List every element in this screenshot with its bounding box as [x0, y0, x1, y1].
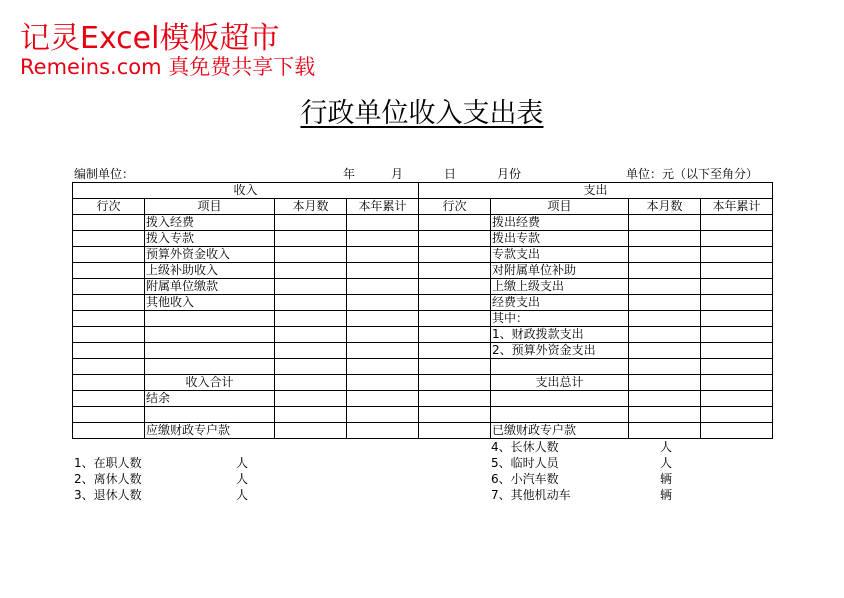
income-item-cell	[145, 311, 275, 327]
expense-month-cell	[629, 343, 701, 359]
income-item-cell: 拨入经费	[145, 215, 275, 231]
income-ytd-cell	[347, 295, 419, 311]
expense-item-cell	[491, 391, 629, 407]
expense-item-cell: 专款支出	[491, 247, 629, 263]
expense-item-cell: 1、财政拨款支出	[491, 327, 629, 343]
expense-line-cell	[419, 375, 491, 391]
expense-ytd-cell	[701, 343, 773, 359]
column-header-expense-month: 本月数	[629, 199, 701, 215]
footer-left-label: 2、离休人数	[74, 472, 142, 486]
expense-ytd-cell	[701, 375, 773, 391]
income-item-cell: 结余	[145, 391, 275, 407]
table-row	[73, 279, 773, 295]
column-header-income-month: 本月数	[275, 199, 347, 215]
column-header-expense-item: 项目	[491, 199, 629, 215]
table-row	[73, 359, 773, 375]
expense-ytd-cell	[701, 295, 773, 311]
income-item-cell	[145, 407, 275, 423]
column-header-expense-line: 行次	[419, 199, 491, 215]
expense-item-cell: 对附属单位补助	[491, 263, 629, 279]
table-row	[73, 311, 773, 327]
footer-left-unit: 人	[236, 472, 249, 486]
footer-right-unit: 人	[660, 440, 673, 454]
meta-year: 年	[343, 167, 356, 181]
income-month-cell	[275, 295, 347, 311]
expense-item-cell: 上缴上级支出	[491, 279, 629, 295]
income-month-cell	[275, 215, 347, 231]
expense-month-cell	[629, 407, 701, 423]
expense-month-cell	[629, 295, 701, 311]
expense-line-cell	[419, 391, 491, 407]
expense-month-cell	[629, 231, 701, 247]
income-item-cell	[145, 327, 275, 343]
expense-month-cell	[629, 423, 701, 439]
income-ytd-cell	[347, 327, 419, 343]
table-row	[73, 295, 773, 311]
income-ytd-cell	[347, 215, 419, 231]
expense-ytd-cell	[701, 263, 773, 279]
expense-item-cell	[491, 407, 629, 423]
income-line-cell	[73, 279, 145, 295]
footer-left-label: 3、退休人数	[74, 488, 142, 502]
footer-right-label: 7、其他机动车	[491, 488, 571, 502]
income-line-cell	[73, 247, 145, 263]
income-month-cell	[275, 343, 347, 359]
income-ytd-cell	[347, 247, 419, 263]
expense-line-cell	[419, 327, 491, 343]
footer-left-unit: 人	[236, 488, 249, 502]
income-month-cell	[275, 311, 347, 327]
expense-line-cell	[419, 215, 491, 231]
income-line-cell	[73, 407, 145, 423]
expense-line-cell	[419, 279, 491, 295]
expense-item-cell: 经费支出	[491, 295, 629, 311]
expense-ytd-cell	[701, 231, 773, 247]
expense-ytd-cell	[701, 359, 773, 375]
page-title-wrap	[0, 97, 844, 131]
page-title: 行政单位收入支出表	[300, 98, 544, 129]
income-line-cell	[73, 231, 145, 247]
expense-ytd-cell	[701, 423, 773, 439]
expense-line-cell	[419, 263, 491, 279]
expense-line-cell	[419, 359, 491, 375]
income-ytd-cell	[347, 343, 419, 359]
table-column-header-row	[73, 199, 773, 215]
income-line-cell	[73, 327, 145, 343]
column-header-income-line: 行次	[73, 199, 145, 215]
meta-currency: 单位：元（以下至角分）	[626, 167, 759, 181]
income-line-cell	[73, 263, 145, 279]
expense-line-cell	[419, 407, 491, 423]
expense-section-header: 支出	[419, 183, 773, 199]
income-ytd-cell	[347, 311, 419, 327]
meta-day: 日	[444, 167, 457, 181]
expense-item-cell: 拨出专款	[491, 231, 629, 247]
table-row	[73, 407, 773, 423]
expense-ytd-cell	[701, 215, 773, 231]
income-month-cell	[275, 279, 347, 295]
income-line-cell	[73, 343, 145, 359]
income-item-cell: 应缴财政专户款	[145, 423, 275, 439]
expense-item-cell: 拨出经费	[491, 215, 629, 231]
expense-item-cell: 其中：	[491, 311, 629, 327]
footer-left-label: 1、在职人数	[74, 456, 142, 470]
income-ytd-cell	[347, 231, 419, 247]
table-row	[73, 215, 773, 231]
column-header-income-ytd: 本年累计	[347, 199, 419, 215]
income-item-cell: 收入合计	[145, 375, 275, 391]
expense-ytd-cell	[701, 327, 773, 343]
column-header-income-item: 项目	[145, 199, 275, 215]
table-row	[73, 391, 773, 407]
table-row	[73, 231, 773, 247]
column-header-expense-ytd: 本年累计	[701, 199, 773, 215]
income-month-cell	[275, 391, 347, 407]
income-section-header: 收入	[73, 183, 419, 199]
footer-right-unit: 辆	[660, 488, 673, 502]
income-month-cell	[275, 231, 347, 247]
income-month-cell	[275, 423, 347, 439]
expense-ytd-cell	[701, 311, 773, 327]
income-item-cell: 附属单位缴款	[145, 279, 275, 295]
watermark-subtitle: Remeins.com 真免费共享下载	[20, 55, 316, 79]
table-row	[73, 343, 773, 359]
income-line-cell	[73, 359, 145, 375]
expense-month-cell	[629, 263, 701, 279]
income-month-cell	[275, 327, 347, 343]
income-ytd-cell	[347, 407, 419, 423]
income-line-cell	[73, 375, 145, 391]
income-item-cell	[145, 343, 275, 359]
income-line-cell	[73, 311, 145, 327]
expense-ytd-cell	[701, 407, 773, 423]
expense-month-cell	[629, 247, 701, 263]
expense-month-cell	[629, 375, 701, 391]
footer-right-unit: 辆	[660, 472, 673, 486]
expense-ytd-cell	[701, 391, 773, 407]
meta-unit-label: 编制单位：	[74, 167, 135, 181]
expense-line-cell	[419, 231, 491, 247]
expense-ytd-cell	[701, 247, 773, 263]
expense-month-cell	[629, 359, 701, 375]
income-month-cell	[275, 263, 347, 279]
watermark-title: 记灵Excel模板超市	[20, 21, 280, 56]
footer-right-label: 4、长休人数	[491, 440, 559, 454]
income-item-cell	[145, 359, 275, 375]
income-line-cell	[73, 215, 145, 231]
income-line-cell	[73, 423, 145, 439]
income-month-cell	[275, 375, 347, 391]
table-section-header-row	[73, 183, 773, 199]
income-expense-table	[72, 182, 773, 439]
footer-left-unit: 人	[236, 456, 249, 470]
income-line-cell	[73, 295, 145, 311]
table-row	[73, 375, 773, 391]
income-ytd-cell	[347, 423, 419, 439]
expense-item-cell: 2、预算外资金支出	[491, 343, 629, 359]
expense-line-cell	[419, 247, 491, 263]
income-ytd-cell	[347, 391, 419, 407]
expense-item-cell	[491, 359, 629, 375]
meta-month: 月	[391, 167, 404, 181]
income-month-cell	[275, 247, 347, 263]
income-ytd-cell	[347, 279, 419, 295]
income-item-cell: 预算外资金收入	[145, 247, 275, 263]
footer-right-label: 6、小汽车数	[491, 472, 559, 486]
expense-line-cell	[419, 423, 491, 439]
income-item-cell: 其他收入	[145, 295, 275, 311]
income-month-cell	[275, 359, 347, 375]
meta-month-period: 月份	[497, 167, 522, 181]
expense-item-cell: 已缴财政专户款	[491, 423, 629, 439]
expense-month-cell	[629, 311, 701, 327]
income-ytd-cell	[347, 359, 419, 375]
income-item-cell: 拨入专款	[145, 231, 275, 247]
expense-month-cell	[629, 327, 701, 343]
expense-ytd-cell	[701, 279, 773, 295]
income-ytd-cell	[347, 263, 419, 279]
table-row	[73, 423, 773, 439]
income-ytd-cell	[347, 375, 419, 391]
footer-right-unit: 人	[660, 456, 673, 470]
expense-month-cell	[629, 279, 701, 295]
income-month-cell	[275, 407, 347, 423]
income-line-cell	[73, 391, 145, 407]
table-row	[73, 263, 773, 279]
expense-line-cell	[419, 295, 491, 311]
table-row	[73, 327, 773, 343]
expense-month-cell	[629, 391, 701, 407]
expense-line-cell	[419, 343, 491, 359]
table-row	[73, 247, 773, 263]
income-item-cell: 上级补助收入	[145, 263, 275, 279]
footer-right-label: 5、临时人员	[491, 456, 559, 470]
expense-line-cell	[419, 311, 491, 327]
expense-item-cell: 支出总计	[491, 375, 629, 391]
expense-month-cell	[629, 215, 701, 231]
